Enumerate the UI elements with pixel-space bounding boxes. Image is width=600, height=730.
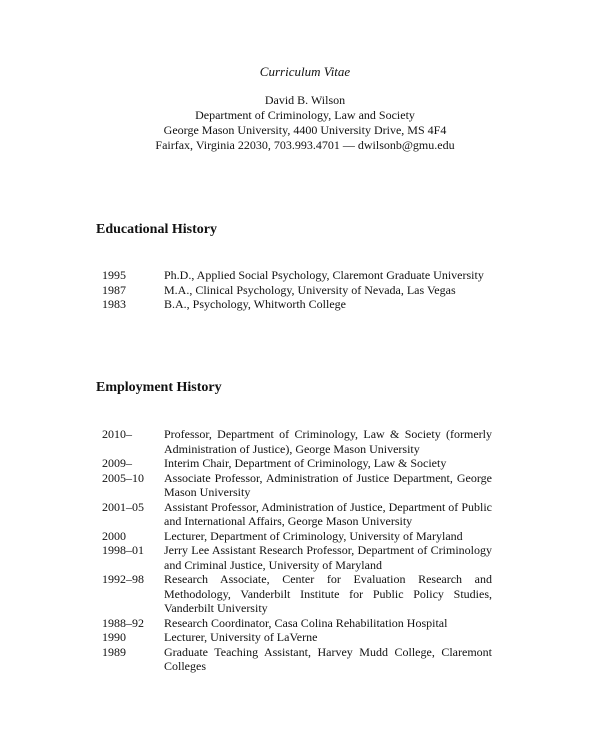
entry-description: M.A., Clinical Psychology, University of Nevada, Las Vegas	[164, 282, 456, 297]
entry-description: Assistant Professor, Administration of Justice, Department of Public and International Affairs, George Mason University	[164, 499, 492, 528]
entry-year: 2005–10	[102, 470, 144, 485]
author-department: Department of Criminology, Law and Society	[195, 108, 415, 122]
entry-description: Graduate Teaching Assistant, Harvey Mudd College, Claremont Colleges	[164, 644, 492, 673]
employment-entry	[102, 645, 492, 674]
entry-description: Research Associate, Center for Evaluation Research and Methodology, Vanderbilt Institute for Public Policy Studies, Vanderbilt University	[164, 572, 492, 615]
entry-year: 2010–	[102, 427, 132, 441]
employment-entry	[102, 630, 492, 645]
entry-year: 1983	[102, 297, 126, 311]
employment-entry	[102, 616, 492, 631]
education-list	[102, 268, 492, 312]
employment-heading: Employment History	[96, 380, 222, 395]
education-entry	[102, 297, 492, 312]
entry-description: Lecturer, University of LaVerne	[164, 630, 318, 644]
employment-entry	[102, 529, 492, 544]
entry-description: Professor, Department of Criminology, Law & Society (formerly Administration of Justice), George Mason University	[164, 427, 492, 456]
author-address: George Mason University, 4400 University Drive, MS 4F4	[163, 123, 447, 137]
employment-list	[102, 427, 492, 674]
entry-description: Jerry Lee Assistant Research Professor, Department of Criminology and Criminal Justice, University of Maryland	[164, 543, 492, 572]
employment-entry	[102, 543, 492, 572]
entry-year: 1998–01	[102, 543, 144, 557]
entry-year: 1987	[102, 282, 126, 297]
employment-entry	[102, 572, 492, 616]
entry-description: Lecturer, Department of Criminology, University of Maryland	[164, 528, 463, 543]
entry-year: 2001–05	[102, 499, 144, 514]
entry-year: 1990	[102, 630, 126, 644]
entry-description: Research Coordinator, Casa Colina Rehabilitation Hospital	[164, 615, 448, 630]
entry-year: 1989	[102, 644, 126, 659]
entry-year: 2000	[102, 528, 126, 543]
entry-year: 1988–92	[102, 615, 144, 630]
employment-entry	[102, 456, 492, 471]
entry-year: 2009–	[102, 456, 132, 470]
employment-entry	[102, 427, 492, 456]
entry-description: Interim Chair, Department of Criminology, Law & Society	[164, 456, 447, 470]
author-name: David B. Wilson	[264, 93, 346, 107]
document-title: Curriculum Vitae	[259, 64, 351, 79]
education-entry	[102, 268, 492, 283]
entry-description: Associate Professor, Administration of Justice Department, George Mason University	[164, 470, 492, 499]
author-contact: Fairfax, Virginia 22030, 703.993.4701 — dwilsonb@gmu.edu	[155, 138, 455, 152]
education-entry	[102, 283, 492, 298]
entry-description: Ph.D., Applied Social Psychology, Claremont Graduate University	[164, 268, 484, 282]
employment-entry	[102, 471, 492, 500]
entry-year: 1995	[102, 268, 126, 282]
entry-description: B.A., Psychology, Whitworth College	[164, 297, 346, 311]
education-heading: Educational History	[96, 222, 217, 237]
entry-year: 1992–98	[102, 572, 144, 586]
cv-header	[0, 64, 600, 153]
employment-entry	[102, 500, 492, 529]
